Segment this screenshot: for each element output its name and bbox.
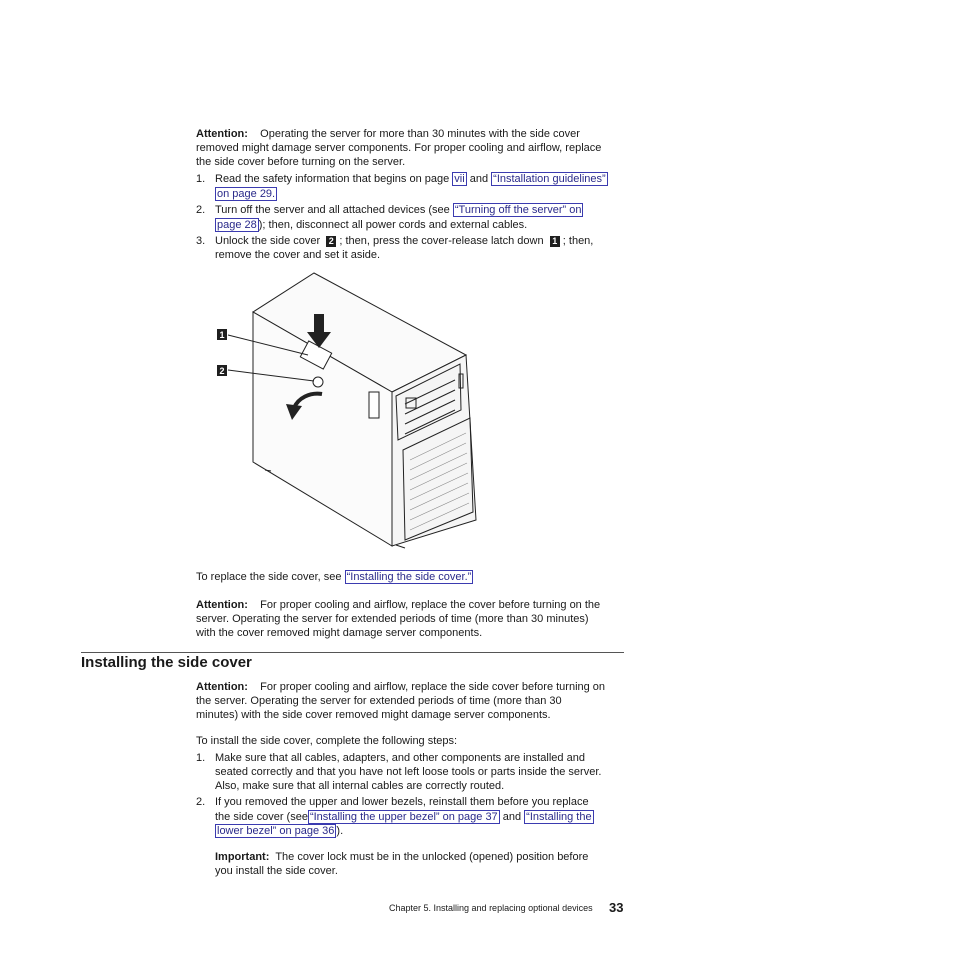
attention-line: Operating the server for more than 30 minutes with the side cover xyxy=(260,128,580,140)
installing-lower-bezel-link[interactable]: “Installing the xyxy=(526,810,592,823)
step-text: If you removed the upper and lower bezels, reinstall them before you replace xyxy=(215,796,589,808)
important-line: The cover lock must be in the unlocked (opened) position before xyxy=(275,851,589,863)
attention-label: Attention: xyxy=(196,681,248,693)
attention-paragraph-3 xyxy=(196,680,605,722)
attention-paragraph-2 xyxy=(196,598,600,640)
important-line: you install the side cover. xyxy=(215,865,338,877)
section-title: Installing the side cover xyxy=(81,654,252,671)
step-text: ; then, press the cover-release latch down xyxy=(339,235,544,247)
step-text: Also, make sure that all internal cables are correctly routed. xyxy=(215,780,505,792)
step-text: Read the safety information that begins on page xyxy=(215,173,450,185)
turning-off-server-link-cont[interactable]: page 28 xyxy=(217,219,257,231)
installation-guidelines-link[interactable]: “Installation guidelines” xyxy=(493,173,606,185)
step-text: the side cover (see xyxy=(215,810,308,823)
installing-lower-bezel-link-cont[interactable]: lower bezel” on page 36 xyxy=(217,825,335,837)
step-text: Make sure that all cables, adapters, and other components are installed and xyxy=(215,752,585,764)
attention-line: the side cover before turning on the server. xyxy=(196,156,406,168)
step-number: 3. xyxy=(196,235,206,247)
page-number: 33 xyxy=(609,900,624,915)
attention-line: For proper cooling and airflow, replace the cover before turning on the xyxy=(260,599,601,611)
install-step-2 xyxy=(215,795,594,839)
attention-line: removed might damage server components. For proper cooling and airflow, replace xyxy=(196,142,602,154)
step-text: Turn off the server and all attached devices (see xyxy=(215,204,450,216)
attention-line: server. Operating the server for extended periods of time (more than 30 minutes) xyxy=(196,613,589,625)
step-text: ; then, xyxy=(562,235,594,247)
cover-lock xyxy=(313,377,323,387)
installing-side-cover-link[interactable]: “Installing the side cover.” xyxy=(346,571,472,583)
attention-label: Attention: xyxy=(196,599,248,611)
page-vii-link[interactable]: vii xyxy=(454,173,465,185)
step-text: ); then, disconnect all power cords and external cables. xyxy=(258,219,528,231)
callout-2: 2 xyxy=(326,236,336,247)
footer-chapter: Chapter 5. Installing and replacing optional devices xyxy=(389,903,593,913)
installing-upper-bezel-link[interactable]: “Installing the upper bezel” on page 37 xyxy=(309,810,498,823)
attention-line: with the cover removed might damage server components. xyxy=(196,627,483,639)
important-label: Important: xyxy=(215,851,270,863)
step-text: seated correctly and that you have not left loose tools or parts inside the server. xyxy=(215,766,602,778)
step-text: remove the cover and set it aside. xyxy=(215,249,381,261)
step-text: Unlock the side cover xyxy=(215,235,321,247)
important-note xyxy=(215,850,588,878)
step-text: and xyxy=(469,173,489,185)
step-number: 1. xyxy=(196,752,206,764)
attention-line: the server. Operating the server for extended periods of time (more than 30 xyxy=(196,695,562,707)
step-number: 2. xyxy=(196,796,206,808)
callout-1: 1 xyxy=(550,236,560,247)
section-divider xyxy=(81,652,624,653)
side-cover-handle xyxy=(369,392,379,418)
install-step-1 xyxy=(215,751,601,793)
attention-label: Attention: xyxy=(196,128,248,140)
figure-callout-1: 1 xyxy=(219,330,225,340)
install-intro: To install the side cover, complete the following steps: xyxy=(196,735,458,747)
step-number: 1. xyxy=(196,173,206,185)
attention-line: For proper cooling and airflow, replace the side cover before turning on xyxy=(260,681,606,693)
reference-text: To replace the side cover, see xyxy=(196,571,342,583)
step-number: 2. xyxy=(196,204,206,216)
figure-callout-2: 2 xyxy=(219,366,225,376)
attention-line: minutes) with the side cover removed might damage server components. xyxy=(196,709,551,721)
installation-guidelines-link-cont[interactable]: on page 29. xyxy=(217,188,276,200)
turning-off-server-link[interactable]: “Turning off the server” on xyxy=(454,204,582,216)
replace-cover-reference xyxy=(196,570,473,584)
step-text: and xyxy=(502,810,522,823)
step-text: ). xyxy=(336,825,344,837)
